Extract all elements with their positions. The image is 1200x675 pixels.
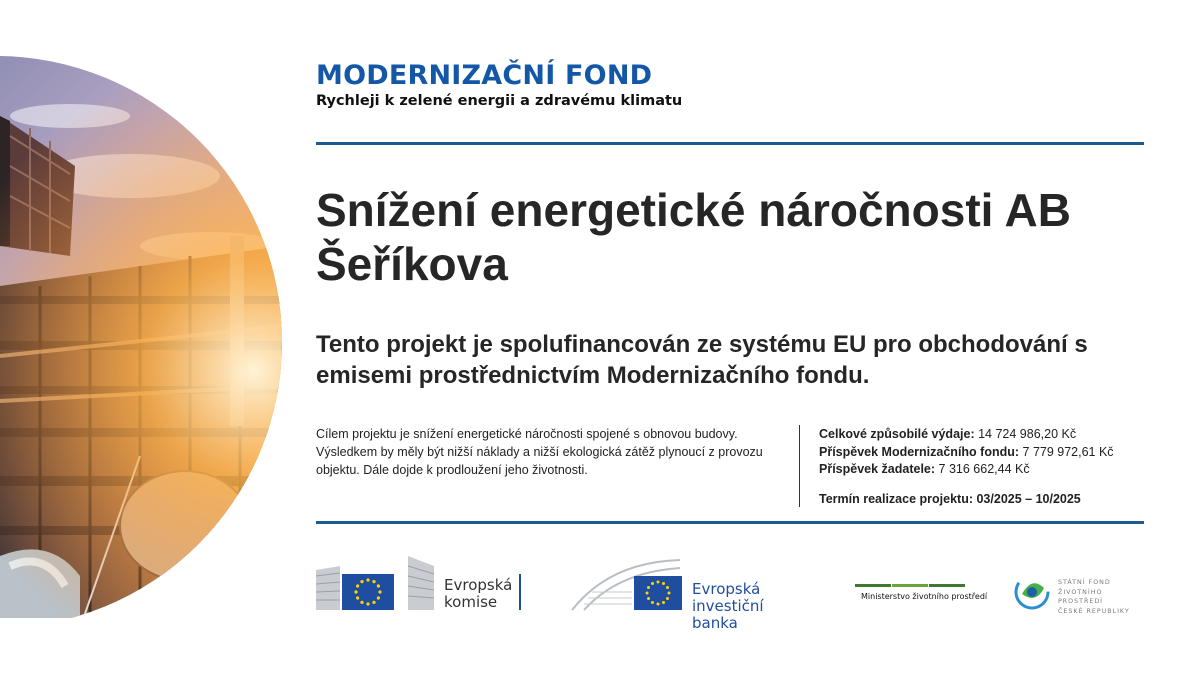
ec-label	[444, 577, 512, 611]
eib-label-line1: Evropská	[692, 580, 761, 598]
fact-eligible	[819, 426, 1114, 444]
sfzp-leaf-icon	[1014, 574, 1050, 610]
fact-applicant	[819, 461, 1114, 479]
fact-applicant-value: 7 316 662,44 Kč	[938, 462, 1030, 476]
fact-term-value: 03/2025 – 10/2025	[976, 491, 1081, 506]
sfzp-logo	[1014, 574, 1149, 615]
brand-header	[316, 60, 682, 109]
fact-fund	[819, 444, 1114, 462]
brand-tagline: Rychleji k zelené energii a zdravému klimatu	[316, 93, 683, 109]
fact-applicant-label: Příspěvek žadatele:	[819, 462, 936, 476]
project-description: Cílem projektu je snížení energetické náročnosti spojené s obnovou budovy. Výsledkem by měly být nižší náklady a nižší ekologická zátěž plynoucí z provozu objektu. Dále dojde k prodloužení jeho životnosti.	[316, 427, 763, 477]
sfzp-label-line1: STÁTNÍ FOND	[1058, 579, 1111, 586]
fact-eligible-label: Celkové způsobilé výdaje:	[819, 427, 975, 441]
ec-building-icon	[316, 552, 436, 612]
mzp-label: Ministerstvo životního prostředí	[861, 592, 988, 601]
divider-bottom	[316, 521, 1144, 524]
ec-label-line1: Evropská	[444, 576, 513, 594]
ec-accent-bar	[519, 574, 521, 610]
eib-arc-icon	[570, 556, 690, 612]
fact-eligible-value: 14 724 986,20 Kč	[978, 427, 1077, 441]
mzp-logo	[855, 584, 988, 606]
eib-label-line2: investiční banka	[692, 597, 764, 632]
sfzp-label	[1058, 578, 1149, 616]
ec-label-line2: komise	[444, 593, 498, 611]
hero-photo	[0, 56, 282, 628]
fact-term	[819, 491, 1114, 509]
eib-logo	[570, 556, 810, 632]
fact-fund-label: Příspěvek Modernizačního fondu:	[819, 444, 1020, 459]
sfzp-label-line3: ČESKÉ REPUBLIKY	[1058, 607, 1130, 615]
mzp-bars-icon	[855, 584, 965, 590]
eib-label	[692, 581, 810, 632]
divider-top	[316, 142, 1144, 145]
fact-fund-value: 7 779 972,61 Kč	[1022, 444, 1114, 459]
fact-term-label: Termín realizace projektu:	[819, 491, 973, 506]
project-title: Snížení energetické náročnosti AB Šeříkova	[316, 184, 1071, 290]
facts-divider	[799, 425, 800, 507]
sfzp-label-line2: ŽIVOTNÍHO PROSTŘEDÍ	[1058, 588, 1104, 605]
project-subtitle: Tento projekt je spolufinancován ze systému EU pro obchodování s emisemi prostřednictvím Modernizačního fondu.	[316, 331, 1088, 389]
project-facts	[819, 426, 1114, 508]
brand-name: MODERNIZAČNÍ FOND	[316, 60, 653, 91]
european-commission-logo	[316, 552, 526, 612]
